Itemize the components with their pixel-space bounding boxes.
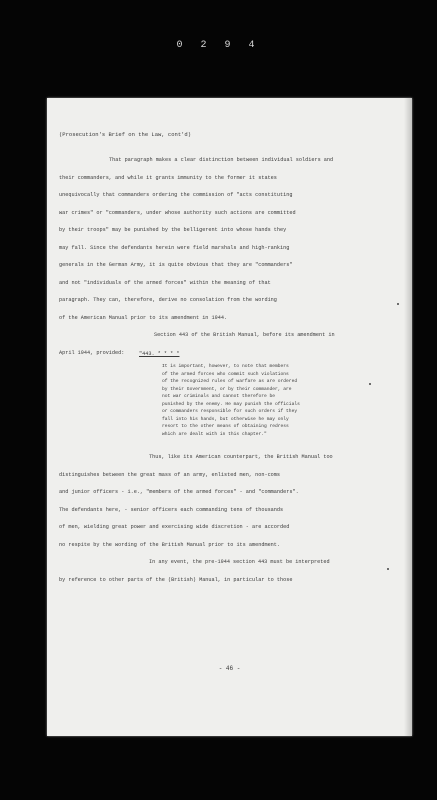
text-line: April 1944, provided: xyxy=(59,349,125,356)
text-line: distinguishes between the great mass of an army, enlisted men, non-coms xyxy=(59,471,281,478)
text-line: That paragraph makes a clear distinction between individual soldiers and xyxy=(109,157,334,163)
text-line: generals in the German Army, it is quite obvious that they are "commanders" xyxy=(59,262,293,268)
page-header: (Prosecution's Brief on the Law, cont'd) xyxy=(59,131,192,138)
text-line: of men, wielding great power and exercising wide discretion - are accorded xyxy=(59,524,290,530)
quote-line: by their Government, or by their commander, are xyxy=(162,386,292,392)
film-speck xyxy=(369,383,371,385)
text-line: unequivocally that commanders ordering the commission of "acts constituting xyxy=(59,192,293,198)
block-quote xyxy=(162,363,300,438)
text-line: and not "individuals of the armed forces" within the meaning of that xyxy=(59,279,271,286)
film-speck xyxy=(397,303,399,305)
quote-line: fall into his hands, but otherwise he may only xyxy=(162,416,289,422)
frame-number: 0 2 9 4 xyxy=(176,40,261,51)
text-line: no respite by the wording of the British Manual prior to its amendment. xyxy=(59,541,281,548)
text-line: Section 443 of the British Manual, before its amendment in xyxy=(154,332,335,338)
quote-line: It is important, however, to note that members xyxy=(162,364,289,369)
quote-line: of the armed forces who commit such violations xyxy=(162,371,289,377)
text-line: by reference to other parts of the (British) Manual, in particular to those xyxy=(59,576,293,583)
quote-section-number: "443. * * * * xyxy=(139,351,180,357)
page-number: - 46 - xyxy=(218,665,241,672)
text-line: Thus, like its American counterpart, the British Manual too xyxy=(149,454,333,460)
quote-line: of the recognized rules of warfare as are ordered xyxy=(162,379,298,384)
paragraph-3 xyxy=(59,453,333,593)
paragraph-1 xyxy=(59,156,335,366)
page-edge-shadow xyxy=(404,98,412,736)
document-page xyxy=(47,98,412,736)
quote-line: or commanders responsible for such orders if they xyxy=(162,409,298,414)
text-line: by their troops" may be punished by the belligerent into whose hands they xyxy=(59,227,287,233)
quote-line: which are dealt with in this chapter." xyxy=(162,431,267,437)
text-line: and junior officers - i.e., "members of the armed forces" - and "commanders". xyxy=(59,489,299,495)
quote-line: resort to the other means of obtaining redress xyxy=(162,424,289,429)
text-line: their commanders, and while it grants immunity to the former it states xyxy=(59,174,277,181)
quote-line: punished by the enemy. He may punish the officials xyxy=(162,401,300,407)
text-line: of the American Manual prior to its amendment in 1944. xyxy=(59,314,228,321)
text-line: The defendants here, - senior officers each commanding tens of thousands xyxy=(59,506,284,513)
text-line: paragraph. They can, therefore, derive no consolation from the wording xyxy=(59,297,277,303)
text-line: war crimes" or "commanders, under whose authority such actions are committed xyxy=(59,209,296,216)
text-line: may fall. Since the defendants herein were field marshals and high-ranking xyxy=(59,244,290,251)
text-line: In any event, the pre-1944 section 443 must be interpreted xyxy=(149,559,330,565)
film-speck xyxy=(387,568,389,570)
quote-line: not war criminals and cannot therefore be xyxy=(162,394,276,399)
